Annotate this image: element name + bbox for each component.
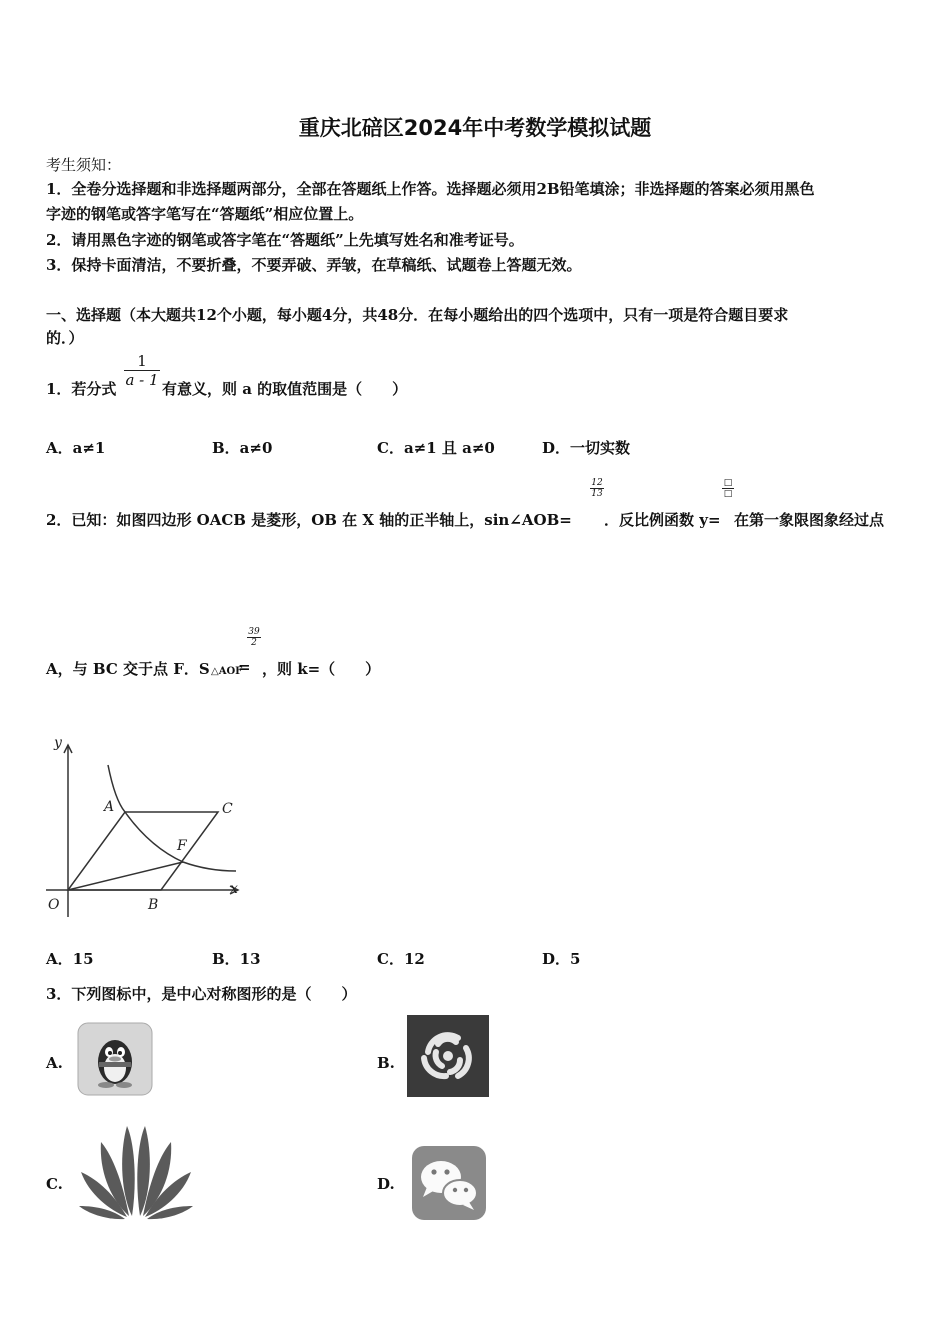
- q2-option-b[interactable]: B．13: [212, 950, 261, 968]
- q1-option-a[interactable]: A．a≠1: [46, 439, 106, 457]
- q1-prefix: 1．若分式: [46, 380, 117, 398]
- petal-fan-icon[interactable]: [77, 1124, 195, 1222]
- q1-suffix: 有意义，则 a 的取值范围是（ ）: [162, 380, 408, 398]
- q1-option-c[interactable]: C．a≠1 且 a≠0: [377, 439, 495, 457]
- notice-line-3: 3．保持卡面清洁，不要折叠，不要弄破、弄皱，在草稿纸、试题卷上答题无效。: [46, 256, 582, 274]
- q2-option-c[interactable]: C．12: [377, 950, 425, 968]
- q2-area-num: 39: [248, 627, 260, 637]
- penguin-icon[interactable]: [77, 1022, 153, 1096]
- notice-line-2: 2．请用黑色字迹的钢笔或答字笔在“答题纸”上先填写姓名和准考证号。: [46, 231, 524, 249]
- q2-line-2c: ，则 k=（ ）: [262, 660, 381, 678]
- q2-area-subscript: △AOF: [211, 666, 243, 677]
- q2-sin-num: 12: [591, 478, 603, 488]
- point-b-label: B: [148, 897, 159, 913]
- q2-k-fraction: [722, 478, 734, 499]
- rhombus-oacb: [68, 812, 218, 890]
- q1-frac-den: a - 1: [125, 371, 159, 389]
- q3-option-a-label[interactable]: A.: [46, 1054, 63, 1072]
- page-title: 重庆北碚区2024年中考数学模拟试题: [298, 116, 652, 140]
- section-heading: 一、选择题（本大题共12个小题，每小题4分，共48分．在每小题给出的四个选项中，只有一项是符合题目要求: [46, 306, 789, 324]
- q3-option-d-label[interactable]: D.: [377, 1175, 395, 1193]
- q3-option-b-label[interactable]: B.: [377, 1054, 395, 1072]
- swirl-icon[interactable]: [407, 1015, 489, 1097]
- y-axis-label: y: [54, 735, 62, 751]
- q1-fraction: [124, 352, 160, 389]
- q2-option-d[interactable]: D．5: [542, 950, 581, 968]
- q2-option-a[interactable]: A．15: [46, 950, 94, 968]
- q2-sin-den: 13: [591, 489, 603, 499]
- q2-area-fraction: [247, 627, 261, 648]
- x-axis-label: x: [230, 881, 238, 897]
- q2-area-den: 2: [251, 638, 257, 648]
- notice-line-1: 1．全卷分选择题和非选择题两部分，全部在答题纸上作答。选择题必须用2B铅笔填涂；非选择题的答案必须用黑色: [46, 180, 815, 198]
- point-a-label: A: [104, 799, 115, 815]
- chat-bubbles-icon[interactable]: [411, 1145, 487, 1221]
- q2-line-2a: A，与 BC 交于点 F．S: [46, 660, 210, 678]
- hyperbola-curve: [108, 765, 236, 871]
- q2-text-2: ．反比例函数 y=: [604, 511, 721, 529]
- q2-line-2b: =: [238, 658, 251, 676]
- q2-k-num: □: [723, 478, 733, 488]
- q3-text: 3．下列图标中，是中心对称图形的是（ ）: [46, 985, 357, 1003]
- q2-text-1: 2．已知：如图四边形 OACB 是菱形，OB 在 X 轴的正半轴上，sin∠AOB=: [46, 511, 572, 529]
- notice-heading: 考生须知：: [46, 156, 122, 174]
- notice-line-1b: 字迹的钢笔或答字笔写在“答题纸”相应位置上。: [46, 205, 364, 223]
- q1-frac-num: 1: [124, 352, 160, 371]
- q2-sin-fraction: [590, 478, 604, 499]
- point-c-label: C: [222, 801, 233, 817]
- q2-text-3: 在第一象限图象经过点: [734, 511, 885, 529]
- point-o-label: O: [48, 897, 60, 913]
- q1-option-d[interactable]: D．一切实数: [542, 439, 631, 457]
- q2-k-den: □: [723, 489, 733, 499]
- rhombus-figure: [40, 735, 245, 920]
- section-heading-cont: 的．）: [46, 329, 84, 347]
- q1-option-b[interactable]: B．a≠0: [212, 439, 273, 457]
- point-f-label: F: [177, 838, 187, 854]
- q3-option-c-label[interactable]: C.: [46, 1175, 63, 1193]
